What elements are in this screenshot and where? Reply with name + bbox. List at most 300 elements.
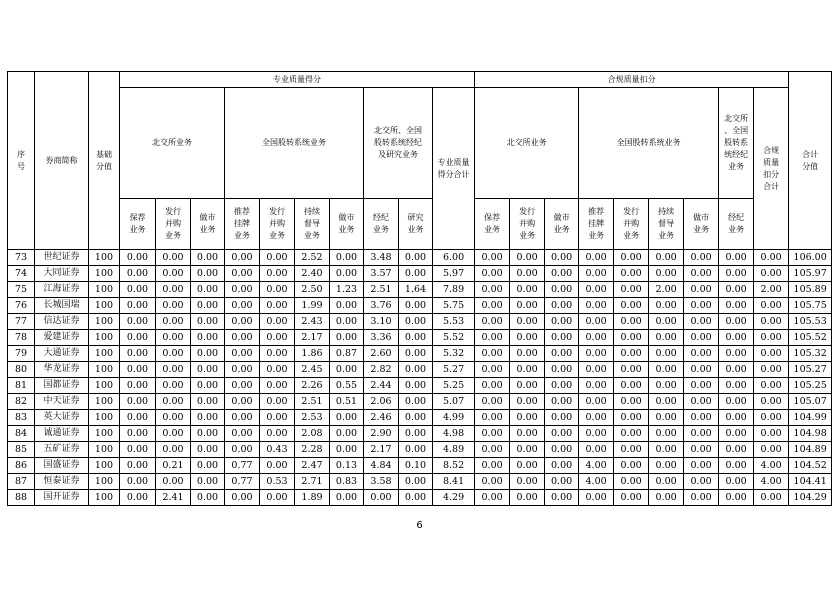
cell-value: 0.00 xyxy=(719,474,754,490)
cell-value: 0.00 xyxy=(684,442,719,458)
cell-total: 105.53 xyxy=(789,314,832,330)
cell-value: 5.75 xyxy=(433,298,475,314)
cell-value: 0.00 xyxy=(260,458,295,474)
header-comp-total: 合规 质量 扣分 合计 xyxy=(754,88,789,250)
cell-seq: 82 xyxy=(8,394,35,410)
table-row xyxy=(8,314,832,330)
header-comp-market-neeq: 做市 业务 xyxy=(684,199,719,250)
cell-value: 4.99 xyxy=(433,410,475,426)
cell-value: 0.00 xyxy=(399,346,433,362)
table-row xyxy=(8,394,832,410)
cell-value: 0.00 xyxy=(545,362,579,378)
header-comp-group: 合规质量扣分 xyxy=(475,72,789,88)
header-pro-neeq: 全国股转系统业务 xyxy=(225,88,364,199)
cell-value: 0.00 xyxy=(399,394,433,410)
cell-value: 0.00 xyxy=(156,394,191,410)
cell-value: 0.00 xyxy=(719,266,754,282)
cell-value: 0.00 xyxy=(260,298,295,314)
cell-value: 0.00 xyxy=(475,330,510,346)
cell-value: 0.00 xyxy=(649,490,684,506)
header-pro-continuous: 持续 督导 业务 xyxy=(295,199,330,250)
cell-value: 0.43 xyxy=(260,442,295,458)
cell-value: 0.00 xyxy=(545,298,579,314)
cell-name: 中天证券 xyxy=(35,394,89,410)
cell-value: 0.00 xyxy=(225,378,260,394)
cell-value: 0.00 xyxy=(225,410,260,426)
cell-value: 2.06 xyxy=(364,394,399,410)
header-pro-group: 专业质量得分 xyxy=(120,72,475,88)
cell-value: 0.00 xyxy=(260,250,295,266)
cell-value: 0.00 xyxy=(614,426,649,442)
cell-base: 100 xyxy=(89,474,120,490)
cell-value: 0.00 xyxy=(545,442,579,458)
cell-value: 0.00 xyxy=(545,490,579,506)
cell-value: 0.00 xyxy=(649,378,684,394)
cell-value: 2.46 xyxy=(364,410,399,426)
cell-value: 0.00 xyxy=(719,362,754,378)
cell-value: 0.13 xyxy=(330,458,364,474)
cell-value: 0.00 xyxy=(475,314,510,330)
cell-value: 0.00 xyxy=(649,250,684,266)
cell-total: 104.41 xyxy=(789,474,832,490)
cell-value: 0.00 xyxy=(191,282,225,298)
cell-value: 0.00 xyxy=(684,282,719,298)
cell-value: 0.00 xyxy=(614,266,649,282)
cell-value: 0.00 xyxy=(719,426,754,442)
cell-value: 0.00 xyxy=(475,442,510,458)
cell-value: 0.00 xyxy=(156,298,191,314)
cell-seq: 78 xyxy=(8,330,35,346)
cell-value: 2.60 xyxy=(364,346,399,362)
cell-value: 0.00 xyxy=(614,410,649,426)
cell-value: 0.00 xyxy=(330,298,364,314)
cell-name: 华龙证券 xyxy=(35,362,89,378)
cell-value: 0.00 xyxy=(120,282,156,298)
cell-value: 0.00 xyxy=(510,282,545,298)
cell-value: 0.00 xyxy=(545,250,579,266)
cell-value: 0.00 xyxy=(191,474,225,490)
cell-value: 0.00 xyxy=(719,250,754,266)
cell-value: 0.00 xyxy=(120,298,156,314)
header-comp-bj: 北交所业务 xyxy=(475,88,579,199)
cell-value: 0.00 xyxy=(614,394,649,410)
table-row xyxy=(8,298,832,314)
cell-value: 0.51 xyxy=(330,394,364,410)
cell-value: 0.00 xyxy=(579,298,614,314)
cell-value: 0.00 xyxy=(649,346,684,362)
cell-value: 0.00 xyxy=(754,378,789,394)
cell-seq: 75 xyxy=(8,282,35,298)
cell-value: 0.00 xyxy=(579,490,614,506)
cell-value: 0.00 xyxy=(399,362,433,378)
cell-value: 2.41 xyxy=(156,490,191,506)
cell-value: 3.76 xyxy=(364,298,399,314)
cell-value: 7.89 xyxy=(433,282,475,298)
cell-value: 0.00 xyxy=(120,394,156,410)
cell-value: 0.00 xyxy=(754,442,789,458)
cell-value: 0.00 xyxy=(510,330,545,346)
cell-value: 0.00 xyxy=(719,458,754,474)
cell-value: 0.00 xyxy=(614,442,649,458)
cell-value: 5.27 xyxy=(433,362,475,378)
cell-name: 国都证券 xyxy=(35,378,89,394)
cell-base: 100 xyxy=(89,330,120,346)
header-pro-market-neeq: 做市 业务 xyxy=(330,199,364,250)
cell-value: 0.00 xyxy=(545,330,579,346)
cell-value: 0.00 xyxy=(545,474,579,490)
cell-value: 0.00 xyxy=(684,266,719,282)
cell-value: 0.00 xyxy=(719,442,754,458)
cell-value: 0.00 xyxy=(330,426,364,442)
cell-value: 4.00 xyxy=(754,474,789,490)
cell-value: 0.00 xyxy=(719,330,754,346)
cell-seq: 76 xyxy=(8,298,35,314)
cell-value: 2.90 xyxy=(364,426,399,442)
cell-value: 0.00 xyxy=(475,458,510,474)
cell-value: 1.89 xyxy=(295,490,330,506)
cell-value: 2.53 xyxy=(295,410,330,426)
cell-value: 0.00 xyxy=(684,394,719,410)
table-row xyxy=(8,330,832,346)
page-number: 6 xyxy=(416,520,423,531)
cell-value: 0.00 xyxy=(260,362,295,378)
cell-value: 0.00 xyxy=(579,394,614,410)
cell-value: 0.00 xyxy=(120,442,156,458)
header-pro-bj: 北交所业务 xyxy=(120,88,225,199)
cell-value: 0.00 xyxy=(510,490,545,506)
header-comp-neeq: 全国股转系统业务 xyxy=(579,88,719,199)
cell-value: 0.00 xyxy=(684,490,719,506)
cell-value: 0.00 xyxy=(719,410,754,426)
cell-value: 0.00 xyxy=(120,346,156,362)
cell-value: 3.48 xyxy=(364,250,399,266)
cell-value: 0.00 xyxy=(684,330,719,346)
cell-value: 0.00 xyxy=(225,394,260,410)
cell-value: 0.00 xyxy=(614,282,649,298)
cell-value: 0.00 xyxy=(475,378,510,394)
cell-base: 100 xyxy=(89,250,120,266)
cell-value: 0.00 xyxy=(684,250,719,266)
cell-base: 100 xyxy=(89,362,120,378)
cell-value: 0.00 xyxy=(754,250,789,266)
cell-name: 江海证券 xyxy=(35,282,89,298)
cell-value: 0.00 xyxy=(399,330,433,346)
cell-base: 100 xyxy=(89,378,120,394)
cell-value: 0.00 xyxy=(719,282,754,298)
cell-value: 3.36 xyxy=(364,330,399,346)
cell-value: 0.00 xyxy=(510,378,545,394)
cell-value: 0.00 xyxy=(475,298,510,314)
cell-value: 3.10 xyxy=(364,314,399,330)
cell-value: 0.00 xyxy=(191,298,225,314)
cell-value: 0.00 xyxy=(614,458,649,474)
cell-value: 0.00 xyxy=(156,474,191,490)
cell-value: 0.00 xyxy=(579,282,614,298)
cell-name: 国盛证券 xyxy=(35,458,89,474)
cell-value: 0.00 xyxy=(225,330,260,346)
cell-value: 0.00 xyxy=(579,314,614,330)
header-pro-issue-buy: 发行 并购 业务 xyxy=(156,199,191,250)
cell-value: 6.00 xyxy=(433,250,475,266)
cell-value: 0.00 xyxy=(364,490,399,506)
cell-value: 0.00 xyxy=(191,394,225,410)
cell-base: 100 xyxy=(89,458,120,474)
cell-value: 0.00 xyxy=(545,410,579,426)
cell-value: 0.00 xyxy=(545,346,579,362)
cell-base: 100 xyxy=(89,282,120,298)
cell-base: 100 xyxy=(89,346,120,362)
cell-value: 0.00 xyxy=(399,426,433,442)
cell-value: 0.00 xyxy=(225,314,260,330)
cell-value: 0.00 xyxy=(399,250,433,266)
table-row xyxy=(8,458,832,474)
cell-value: 0.00 xyxy=(614,314,649,330)
cell-value: 0.00 xyxy=(191,314,225,330)
cell-value: 0.00 xyxy=(684,458,719,474)
cell-value: 0.00 xyxy=(614,490,649,506)
header-pro-market: 做市 业务 xyxy=(191,199,225,250)
cell-value: 0.00 xyxy=(510,394,545,410)
cell-total: 104.98 xyxy=(789,426,832,442)
cell-value: 1.86 xyxy=(295,346,330,362)
cell-value: 0.00 xyxy=(614,298,649,314)
cell-value: 0.00 xyxy=(649,410,684,426)
cell-value: 0.00 xyxy=(156,250,191,266)
header-comp-brokerage: 经纪 业务 xyxy=(719,199,754,250)
cell-value: 0.87 xyxy=(330,346,364,362)
cell-value: 0.00 xyxy=(156,266,191,282)
cell-value: 0.00 xyxy=(260,378,295,394)
header-pro-bj-neeq: 北交所、全国 股转系统经纪 及研究业务 xyxy=(364,88,433,199)
cell-value: 0.00 xyxy=(614,330,649,346)
cell-value: 0.00 xyxy=(545,378,579,394)
cell-value: 0.00 xyxy=(684,298,719,314)
cell-value: 0.00 xyxy=(225,490,260,506)
cell-value: 8.41 xyxy=(433,474,475,490)
cell-value: 0.00 xyxy=(399,410,433,426)
cell-value: 2.52 xyxy=(295,250,330,266)
cell-base: 100 xyxy=(89,426,120,442)
cell-value: 2.08 xyxy=(295,426,330,442)
header-pro-brokerage: 经纪 业务 xyxy=(364,199,399,250)
cell-total: 105.89 xyxy=(789,282,832,298)
cell-value: 0.00 xyxy=(260,410,295,426)
cell-value: 0.00 xyxy=(475,266,510,282)
cell-value: 0.00 xyxy=(719,490,754,506)
table-row xyxy=(8,282,832,298)
cell-value: 0.00 xyxy=(510,426,545,442)
header-base: 基础 分值 xyxy=(89,72,120,250)
cell-value: 4.29 xyxy=(433,490,475,506)
cell-value: 0.00 xyxy=(120,378,156,394)
header-total: 合计 分值 xyxy=(789,72,832,250)
cell-value: 0.00 xyxy=(120,314,156,330)
cell-value: 0.00 xyxy=(156,426,191,442)
cell-value: 0.00 xyxy=(684,346,719,362)
cell-total: 105.32 xyxy=(789,346,832,362)
cell-name: 爱建证券 xyxy=(35,330,89,346)
cell-value: 2.71 xyxy=(295,474,330,490)
cell-value: 0.00 xyxy=(510,410,545,426)
cell-value: 0.00 xyxy=(649,426,684,442)
header-comp-market: 做市 业务 xyxy=(545,199,579,250)
cell-value: 5.32 xyxy=(433,346,475,362)
table-row xyxy=(8,362,832,378)
cell-value: 0.00 xyxy=(225,362,260,378)
cell-value: 0.00 xyxy=(399,474,433,490)
header-comp-issue-buy-neeq: 发行 并购 业务 xyxy=(614,199,649,250)
cell-value: 2.40 xyxy=(295,266,330,282)
header-name: 券商简称 xyxy=(35,72,89,250)
cell-value: 0.55 xyxy=(330,378,364,394)
cell-value: 0.00 xyxy=(684,314,719,330)
cell-value: 2.44 xyxy=(364,378,399,394)
cell-value: 0.00 xyxy=(614,362,649,378)
cell-value: 0.77 xyxy=(225,458,260,474)
table-row xyxy=(8,442,832,458)
cell-total: 104.99 xyxy=(789,410,832,426)
cell-value: 4.00 xyxy=(579,474,614,490)
cell-value: 0.00 xyxy=(330,362,364,378)
cell-seq: 86 xyxy=(8,458,35,474)
table-row xyxy=(8,474,832,490)
cell-total: 106.00 xyxy=(789,250,832,266)
cell-value: 0.00 xyxy=(191,346,225,362)
cell-value: 0.00 xyxy=(649,298,684,314)
cell-seq: 83 xyxy=(8,410,35,426)
cell-value: 0.00 xyxy=(330,410,364,426)
cell-value: 2.00 xyxy=(649,282,684,298)
cell-value: 0.00 xyxy=(156,282,191,298)
cell-value: 1.23 xyxy=(330,282,364,298)
cell-value: 0.00 xyxy=(120,362,156,378)
cell-value: 2.28 xyxy=(295,442,330,458)
header-comp-sponsor: 保荐 业务 xyxy=(475,199,510,250)
cell-value: 0.00 xyxy=(330,442,364,458)
cell-value: 0.00 xyxy=(649,442,684,458)
cell-value: 0.00 xyxy=(191,458,225,474)
cell-value: 0.00 xyxy=(225,426,260,442)
table-row xyxy=(8,410,832,426)
cell-value: 2.51 xyxy=(295,394,330,410)
cell-value: 0.00 xyxy=(475,346,510,362)
cell-value: 0.00 xyxy=(649,314,684,330)
cell-name: 长城国瑞 xyxy=(35,298,89,314)
cell-value: 0.77 xyxy=(225,474,260,490)
cell-total: 104.52 xyxy=(789,458,832,474)
cell-name: 五矿证券 xyxy=(35,442,89,458)
cell-value: 0.00 xyxy=(545,282,579,298)
cell-total: 105.25 xyxy=(789,378,832,394)
cell-value: 5.52 xyxy=(433,330,475,346)
cell-value: 0.00 xyxy=(260,346,295,362)
cell-name: 信达证券 xyxy=(35,314,89,330)
cell-value: 0.00 xyxy=(754,426,789,442)
cell-value: 0.00 xyxy=(510,442,545,458)
cell-value: 0.00 xyxy=(225,250,260,266)
cell-value: 0.00 xyxy=(475,394,510,410)
cell-value: 0.10 xyxy=(399,458,433,474)
header-comp-continuous: 持续 督导 业务 xyxy=(649,199,684,250)
cell-value: 3.58 xyxy=(364,474,399,490)
cell-value: 0.00 xyxy=(475,250,510,266)
cell-value: 0.00 xyxy=(649,458,684,474)
header-pro-research: 研究 业务 xyxy=(399,199,433,250)
cell-value: 0.00 xyxy=(260,394,295,410)
header-pro-sponsor: 保荐 业务 xyxy=(120,199,156,250)
cell-name: 英大证券 xyxy=(35,410,89,426)
cell-value: 0.00 xyxy=(754,410,789,426)
cell-value: 0.00 xyxy=(260,282,295,298)
cell-value: 3.57 xyxy=(364,266,399,282)
cell-seq: 84 xyxy=(8,426,35,442)
cell-value: 0.00 xyxy=(579,378,614,394)
cell-value: 4.84 xyxy=(364,458,399,474)
cell-total: 105.52 xyxy=(789,330,832,346)
cell-total: 104.29 xyxy=(789,490,832,506)
cell-value: 0.00 xyxy=(330,330,364,346)
cell-base: 100 xyxy=(89,410,120,426)
cell-value: 0.00 xyxy=(719,394,754,410)
cell-value: 1.64 xyxy=(399,282,433,298)
score-table xyxy=(7,71,832,506)
cell-value: 0.00 xyxy=(719,314,754,330)
cell-base: 100 xyxy=(89,298,120,314)
cell-value: 0.00 xyxy=(399,378,433,394)
cell-value: 0.00 xyxy=(260,426,295,442)
cell-value: 0.00 xyxy=(510,314,545,330)
cell-seq: 81 xyxy=(8,378,35,394)
header-comp-recommend: 推荐 挂牌 业务 xyxy=(579,199,614,250)
cell-value: 0.00 xyxy=(719,346,754,362)
cell-value: 0.00 xyxy=(510,362,545,378)
cell-value: 0.00 xyxy=(156,362,191,378)
cell-value: 0.00 xyxy=(156,346,191,362)
cell-total: 105.27 xyxy=(789,362,832,378)
header-pro-issue-buy-neeq: 发行 并购 业务 xyxy=(260,199,295,250)
cell-value: 0.00 xyxy=(330,314,364,330)
cell-value: 0.00 xyxy=(545,426,579,442)
cell-base: 100 xyxy=(89,266,120,282)
cell-seq: 79 xyxy=(8,346,35,362)
cell-value: 0.00 xyxy=(191,378,225,394)
header-seq: 序 号 xyxy=(8,72,35,250)
cell-value: 0.00 xyxy=(225,346,260,362)
cell-value: 0.83 xyxy=(330,474,364,490)
cell-value: 0.00 xyxy=(475,426,510,442)
cell-value: 0.00 xyxy=(649,266,684,282)
cell-value: 0.00 xyxy=(754,346,789,362)
cell-value: 4.00 xyxy=(579,458,614,474)
cell-value: 0.00 xyxy=(225,282,260,298)
cell-seq: 73 xyxy=(8,250,35,266)
cell-value: 0.00 xyxy=(191,330,225,346)
table-row xyxy=(8,490,832,506)
cell-value: 0.00 xyxy=(614,250,649,266)
cell-value: 0.00 xyxy=(260,314,295,330)
cell-value: 0.00 xyxy=(399,266,433,282)
cell-value: 0.53 xyxy=(260,474,295,490)
cell-value: 5.97 xyxy=(433,266,475,282)
cell-value: 0.00 xyxy=(191,250,225,266)
cell-value: 0.00 xyxy=(510,458,545,474)
cell-value: 0.00 xyxy=(579,346,614,362)
cell-base: 100 xyxy=(89,490,120,506)
cell-value: 0.00 xyxy=(754,314,789,330)
cell-value: 0.00 xyxy=(399,442,433,458)
cell-value: 0.00 xyxy=(120,330,156,346)
cell-value: 0.00 xyxy=(475,490,510,506)
